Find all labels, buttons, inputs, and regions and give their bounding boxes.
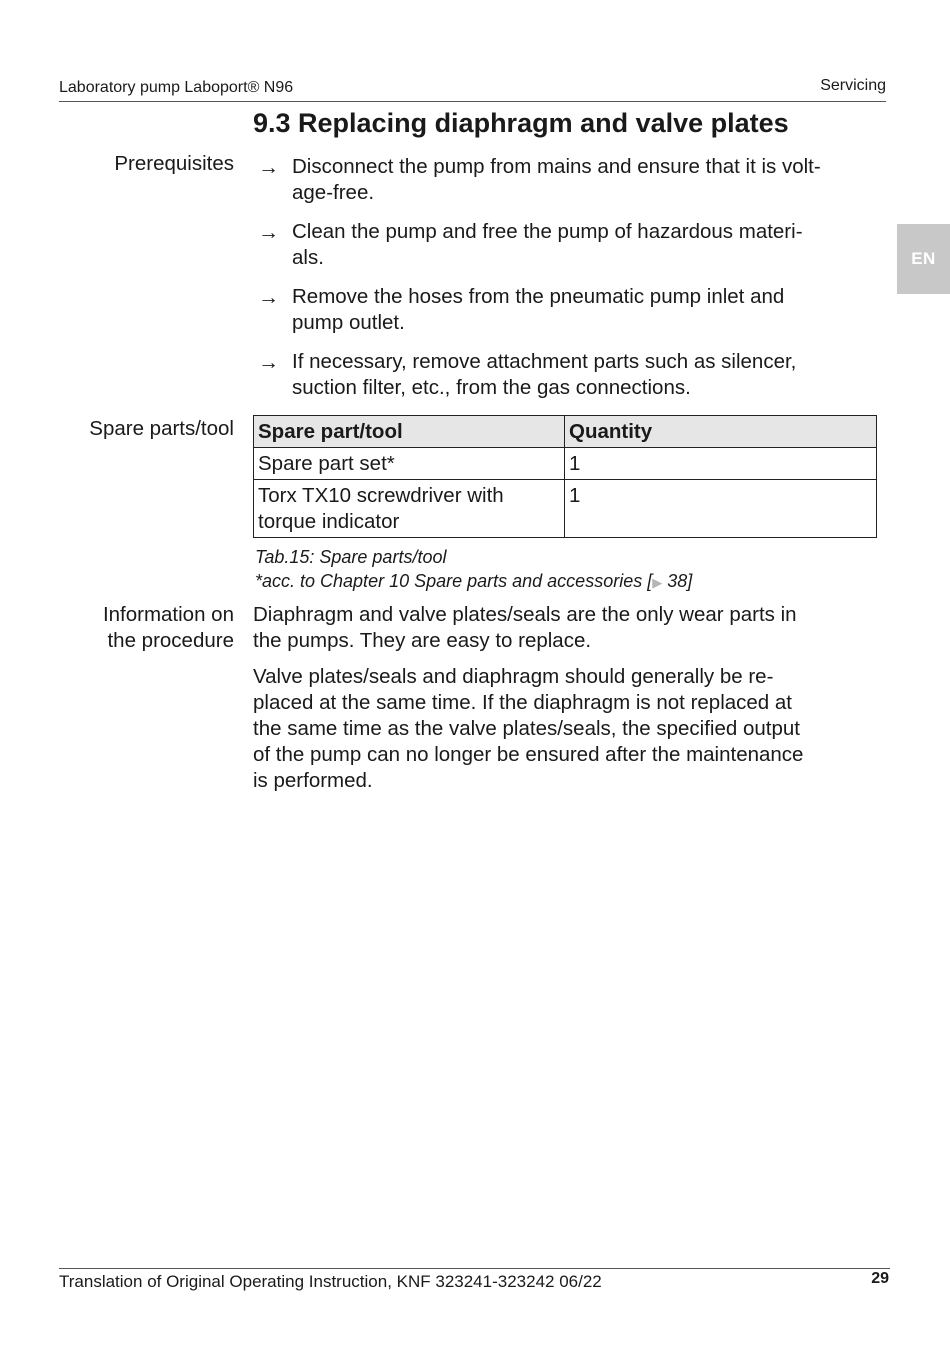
table-caption: Tab.15: Spare parts/tool [255,547,447,567]
header-divider [59,101,886,102]
page-reference-link[interactable]: 38] [662,571,693,591]
list-item-text: If necessary, remove attachment parts such as silencer, suction filter, etc., from the gas connections. [292,350,797,399]
spare-parts-table [253,415,877,538]
table-footnote [255,569,692,595]
list-item [258,349,878,401]
table-cell: 1 [565,448,877,480]
footnote-text: *acc. to Chapter 10 Spare parts and accessories [ [255,571,653,591]
arrow-right-icon: → [258,156,279,179]
procedure-paragraph: Diaphragm and valve plates/seals are the only wear parts in the pumps. They are easy to replace. [253,603,797,652]
table-header-cell: Spare part/tool [254,416,565,448]
list-item-text: Disconnect the pump from mains and ensure that it is volt- age-free. [292,155,821,204]
arrow-right-icon: → [258,351,279,374]
language-tab: EN [897,224,950,294]
prerequisites-list [258,154,878,414]
list-item [258,219,878,271]
table-row [254,480,877,538]
arrow-right-icon: → [258,221,279,244]
running-header-title: Laboratory pump Laboport® N96 [59,79,294,96]
page-number: 29 [871,1270,889,1287]
procedure-paragraph: Valve plates/seals and diaphragm should generally be re- placed at the same time. If the diaphragm is not replaced at the same time as the valve plates/seals, the specified output of the pump can no longer be ensured after the maintenance is performed. [253,665,804,792]
list-item-text: Remove the hoses from the pneumatic pump inlet and pump outlet. [292,285,785,334]
table-cell: Spare part set* [254,448,565,480]
section-title: 9.3 Replacing diaphragm and valve plates [253,108,789,138]
table-row [254,448,877,480]
table-header-cell: Quantity [565,416,877,448]
table-header-row [254,416,877,448]
footer-document-info: Translation of Original Operating Instruction, KNF 323241-323242 06/22 [59,1272,602,1291]
list-item-text: Clean the pump and free the pump of hazardous materi- als. [292,220,803,269]
footer-divider [59,1268,890,1269]
arrow-right-icon: → [258,286,279,309]
prerequisites-label: Prerequisites [114,152,234,175]
table-cell: 1 [565,480,877,538]
spare-parts-label: Spare parts/tool [89,417,234,440]
procedure-info-label: Information on the procedure [102,603,234,652]
table-cell: Torx TX10 screwdriver with torque indicator [254,480,565,538]
list-item [258,154,878,206]
running-header-section: Servicing [820,77,886,94]
list-item [258,284,878,336]
triangle-right-icon: ▶ [652,575,663,590]
